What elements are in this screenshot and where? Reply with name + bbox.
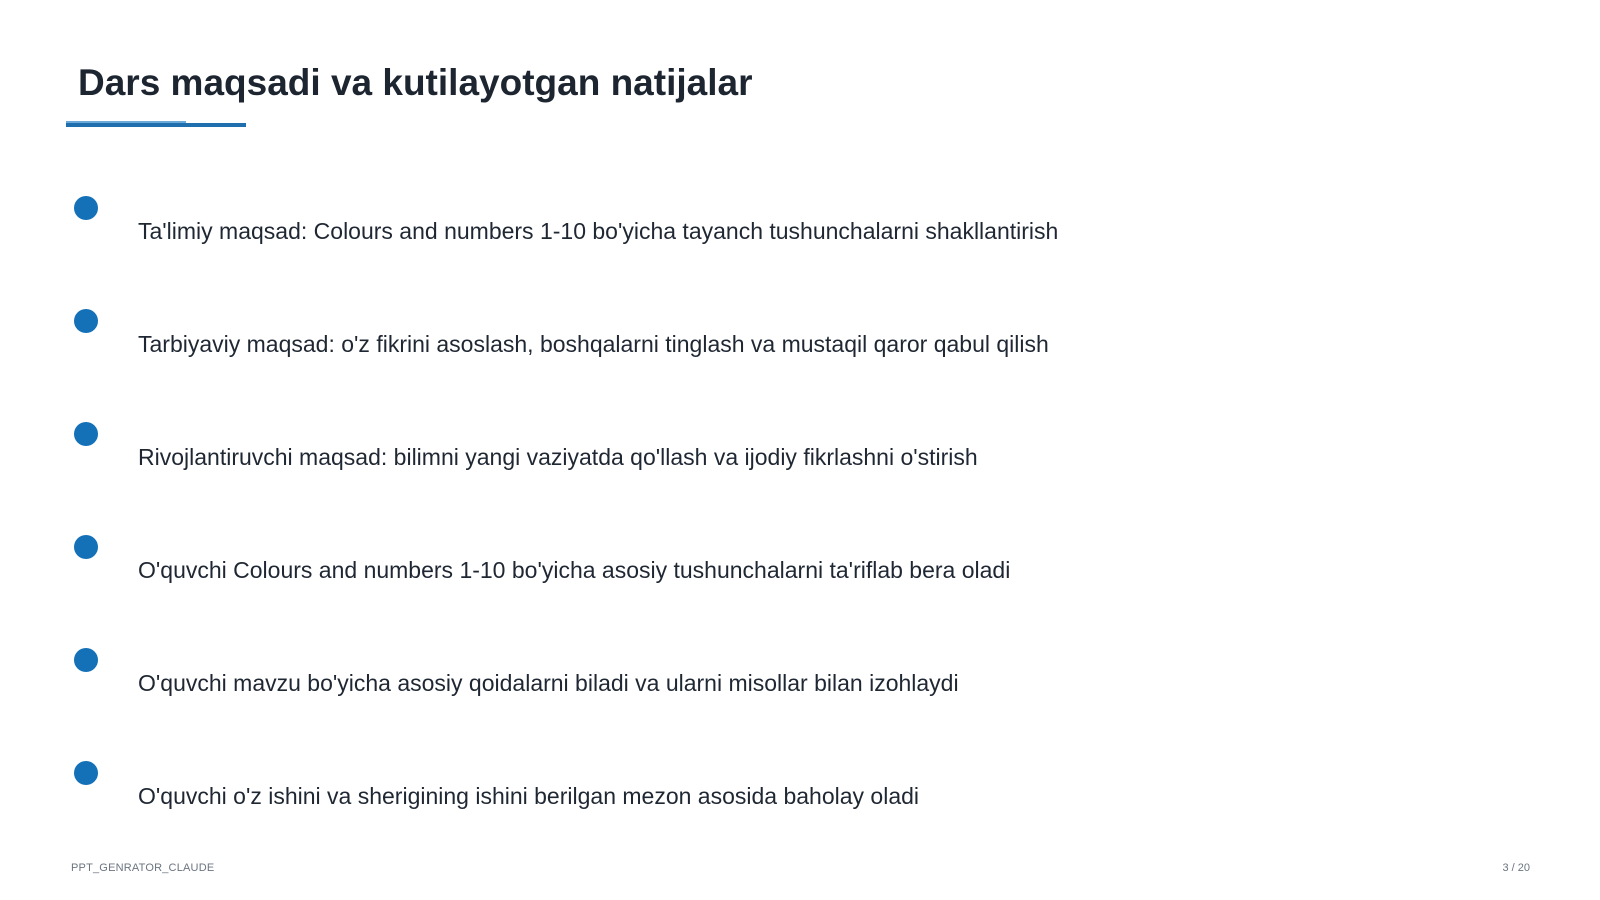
- bullet-item: [0, 196, 1400, 256]
- page-number: 3 / 20: [1502, 862, 1530, 874]
- bullet-text: O'quvchi mavzu bo'yicha asosiy qoidalarni biladi va ularni misollar bilan izohlaydi: [138, 670, 959, 696]
- bullet-dot-icon: [74, 535, 98, 559]
- footer-source: PPT_GENRATOR_CLAUDE: [71, 862, 215, 874]
- bullet-dot-icon: [74, 422, 98, 446]
- bullet-dot-icon: [74, 761, 98, 785]
- bullet-text: O'quvchi o'z ishini va sherigining ishini berilgan mezon asosida baholay oladi: [138, 783, 920, 809]
- bullet-item: [0, 422, 1400, 482]
- bullet-text: Rivojlantiruvchi maqsad: bilimni yangi vaziyatda qo'llash va ijodiy fikrlashni o'stirish: [138, 444, 978, 470]
- bullet-item: [0, 535, 1400, 595]
- bullet-dot-icon: [74, 309, 98, 333]
- bullet-dot-icon: [74, 648, 98, 672]
- bullet-item: [0, 309, 1400, 369]
- bullet-text: Ta'limiy maqsad: Colours and numbers 1-10 bo'yicha tayanch tushunchalarni shakllantirish: [138, 218, 1059, 244]
- bullet-text: O'quvchi Colours and numbers 1-10 bo'yicha asosiy tushunchalarni ta'riflab bera oladi: [138, 557, 1011, 583]
- bullet-item: [0, 648, 1400, 708]
- bullet-item: [0, 761, 1400, 821]
- bullet-dot-icon: [74, 196, 98, 220]
- bullet-text: Tarbiyaviy maqsad: o'z fikrini asoslash, boshqalarni tinglash va mustaqil qaror qabul qilish: [138, 331, 1049, 357]
- slide-title: Dars maqsadi va kutilayotgan natijalar: [78, 62, 753, 103]
